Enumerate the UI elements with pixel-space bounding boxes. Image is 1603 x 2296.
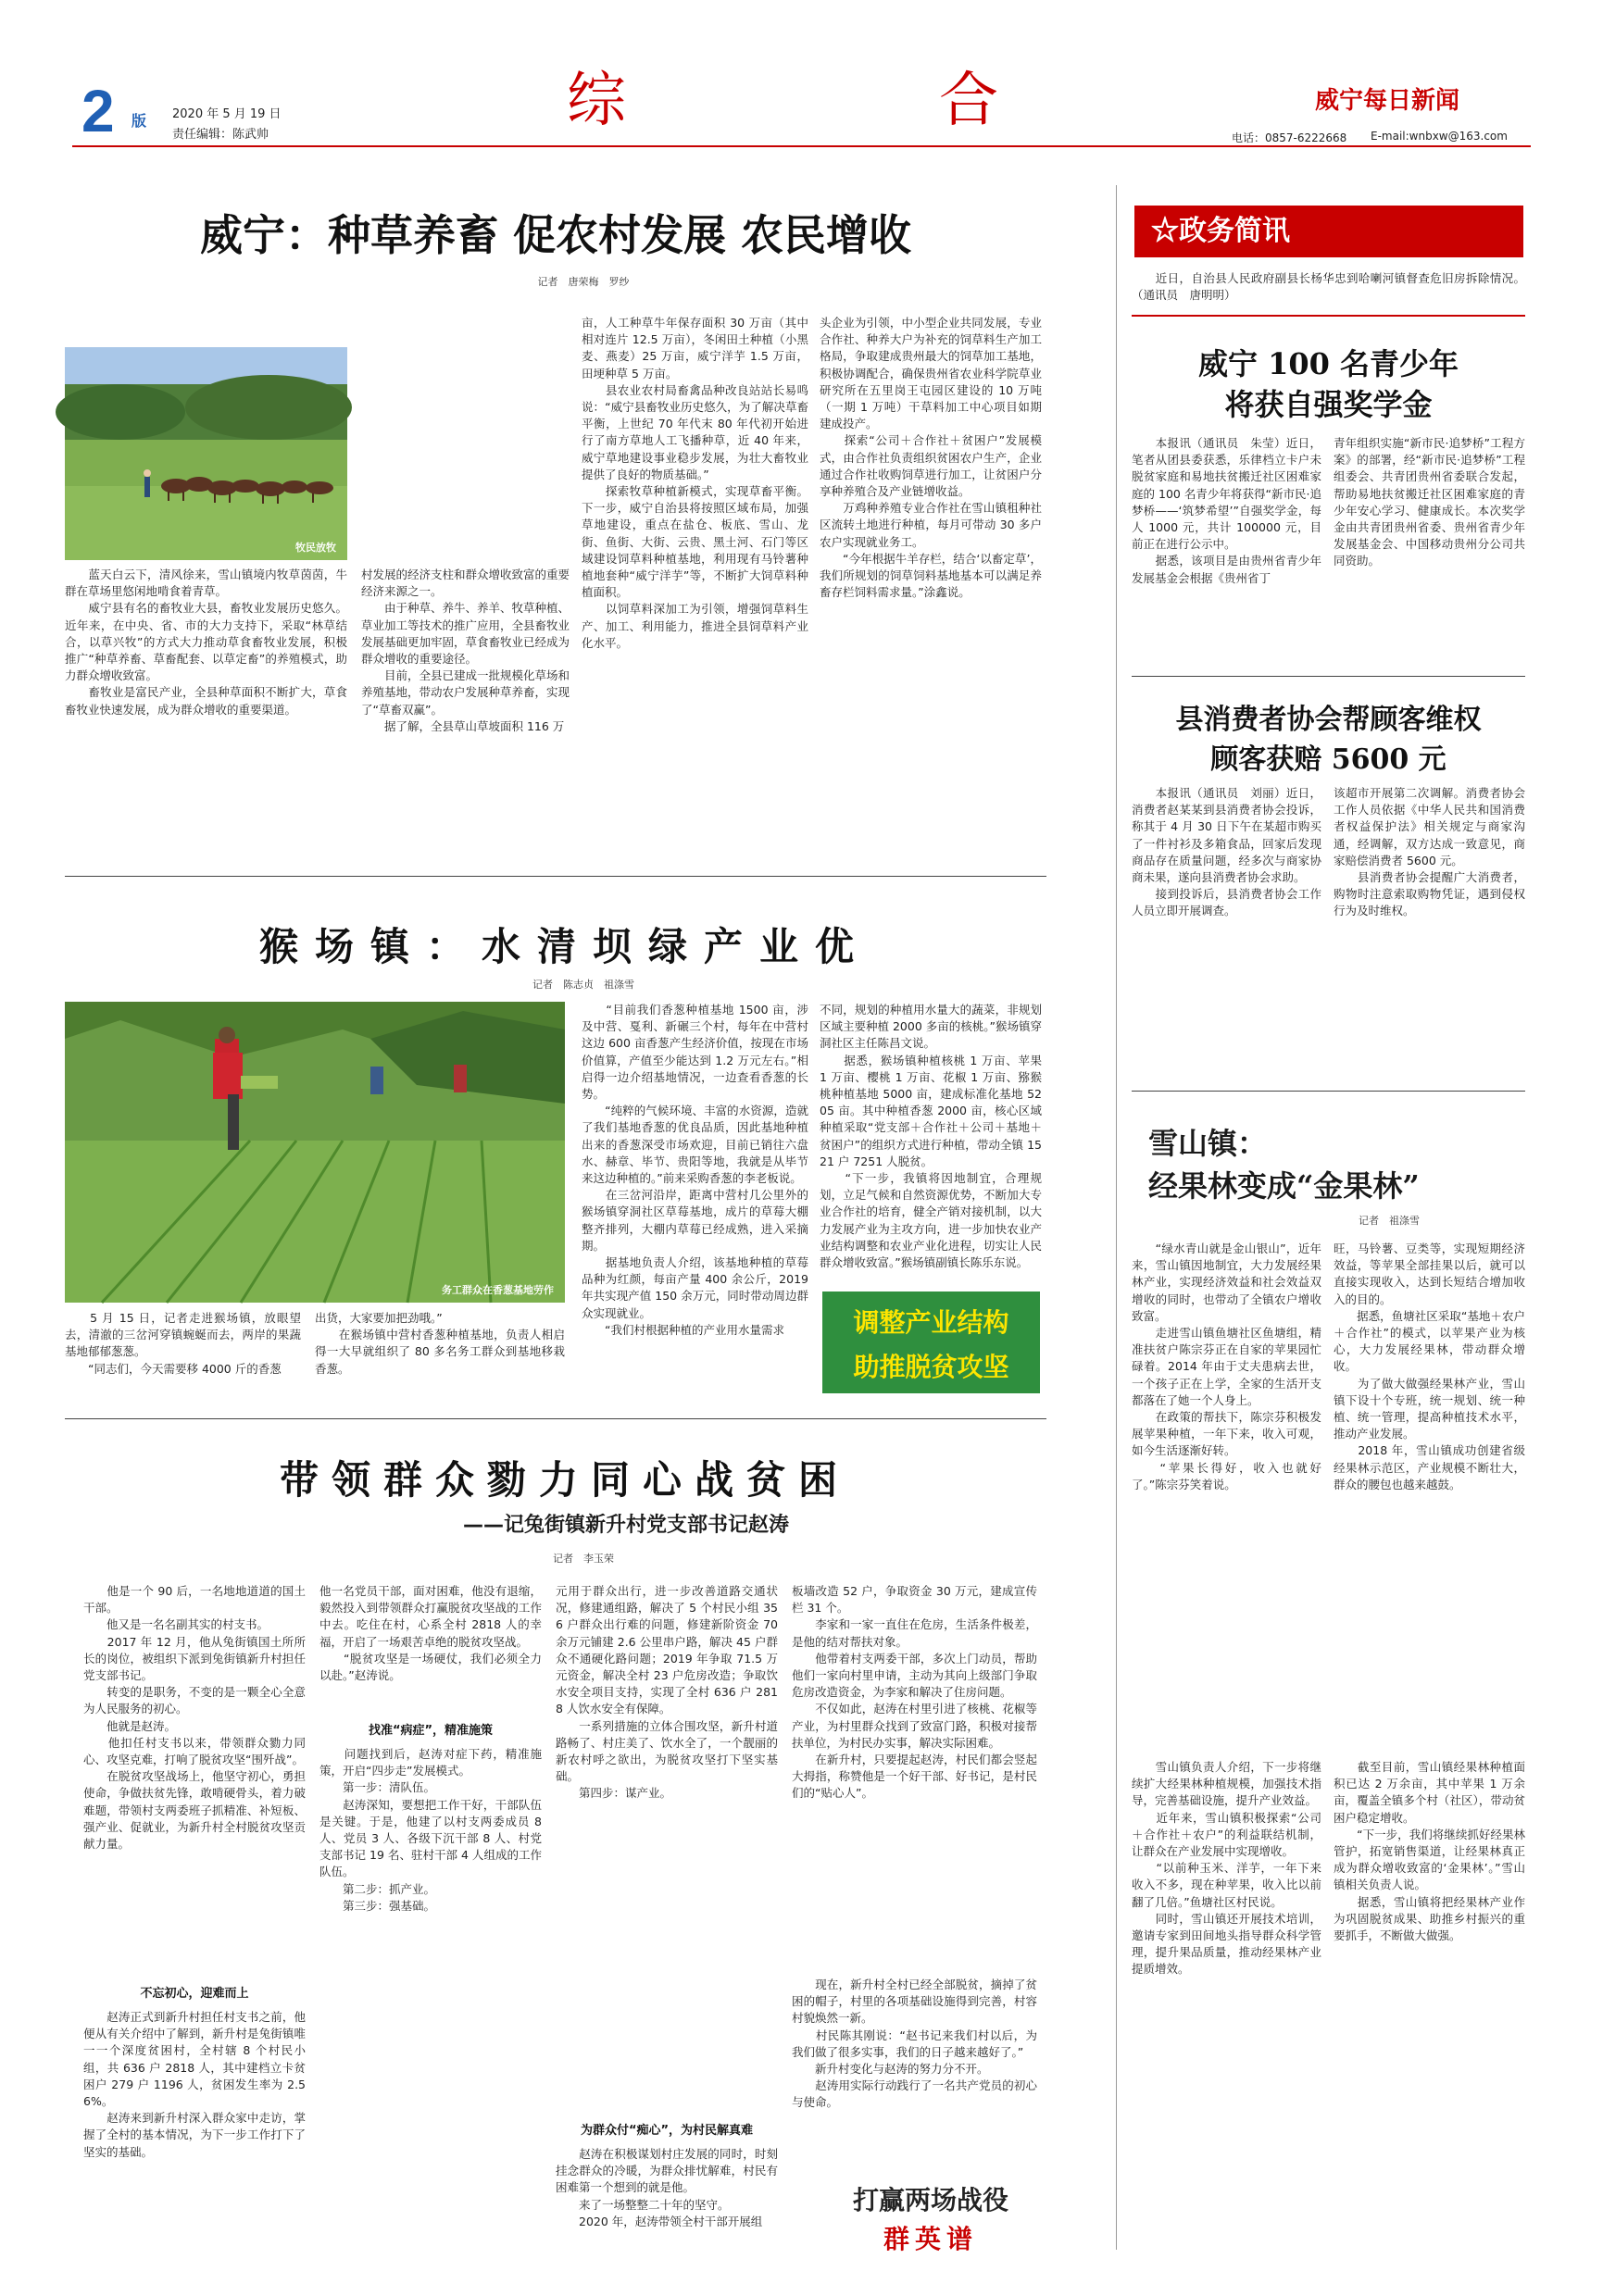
story1-divider: [65, 876, 1046, 877]
sidebar-separator: [1116, 185, 1117, 2250]
story2-headline: 猴场镇：水清坝绿产业优: [258, 924, 870, 969]
cattle-illustration: [65, 347, 347, 560]
right3-headline-1: 雪山镇：: [1148, 1126, 1268, 1161]
slogan-box: [822, 1292, 1040, 1393]
story3-subhead-2: 找准“病症”，精准施策: [368, 1724, 494, 1738]
story1-photo-caption: 牧民放牧: [295, 542, 336, 554]
story2-column-1: 5 月 15 日，记者走进猴场镇，放眼望去，清澈的三岔河穿镇蜿蜒而去，两岸的果蔬基地郁郁葱葱。 “同志们，今天需要移 4000 斤的香葱: [65, 1311, 301, 1376]
story3-column-4: 板墙改造 52 户，争取资金 30 万元，建成宣传栏 31 个。 李家和一家一直住在危房，生活条件极差，是他的结对帮扶对象。 他带着村支两委干部，多次上门动员，帮助他们一家向村里申请，主动为其向上级部门争取危房改造资金，为李家和解决了住房问题。 不仅如此，赵涛在村里引进了核桃、花椒等产业，为村里群众找到了致富门路，积极对接帮扶单位，为村民办实事，解决实际困难。 在新升村，只要提起赵涛，村民们都会竖起大拇指，称赞他是一个好干部、好书记，是村民们的“贴心人”。: [792, 1584, 1037, 1801]
right3-headline-2: 经果林变成“金果林”: [1148, 1168, 1420, 1204]
issue-date: 2020 年 5 月 19 日: [172, 107, 282, 121]
right3-column-2b: 截至目前，雪山镇经果林种植面积已达 2 万余亩，其中苹果 1 万余亩，覆盖全镇多个村（社区），带动贫困户稳定增收。 “下一步，我们将继续抓好经果林管护，拓宽销售渠道，让经果林真正成为群众增收致富的‘金果林’。”雪山镇相关负责人说。 据悉，雪山镇将把经果林产业作为巩固脱贫成果、助推乡村振兴的重要抓手，不断做大做强。: [1334, 1760, 1525, 1943]
right3-column-1: “绿水青山就是金山银山”，近年来，雪山镇因地制宜，大力发展经果林产业，实现经济效益和社会效益双增收的同时，也带动了全镇农户增收致富。 走进雪山镇鱼塘社区鱼塘组，精准扶贫户陈宗芬正在自家的苹果园忙碌着。2014 年由于丈夫患病去世，一个孩子正在上学，全家的生活开支都落在了她一个人身上。 在政策的帮扶下，陈宗芬积极发展苹果种植，一年下来，收入可观，如今生活逐渐好转。 “苹果长得好，收入也就好了。”陈宗芬笑着说。: [1132, 1242, 1321, 1491]
slogan-line-1: 调整产业结构: [853, 1307, 1009, 1338]
story2-byline: 记者 陈志贞 祖涤雪: [532, 979, 634, 991]
cattle-photo: [65, 347, 347, 560]
heroes-badge-bottom: 群英谱: [883, 2224, 978, 2254]
contact-phone: 电话：0857-6222668: [1232, 131, 1347, 144]
right3-column-2: 旺，马铃薯、豆类等，实现短期经济效益，等苹果全部挂果以后，就可以直接实现收入，达到长短结合增加收入的目的。 据悉，鱼塘社区采取“基地＋农户＋合作社”的模式，以苹果产业为核心，大力发展经果林，带动群众增收。 为了做大做强经果林产业，雪山镇下设十个专班，统一规划、统一种植、统一管理，提高种植技术水平，推动产业发展。 2018 年，雪山镇成功创建省级经果林示范区，产业规模不断壮大，群众的腰包也越来越鼓。: [1334, 1242, 1525, 1491]
story3-column-3b: 赵涛在积极谋划村庄发展的同时，时刻挂念群众的冷暖，为群众排忧解难，村民有困难第一个想到的就是他。 来了一场整整二十年的坚守。 2020 年，赵涛带领全村干部开展组: [556, 2147, 778, 2228]
section-title-left: 综: [567, 67, 626, 135]
story3-subheadline: ——记兔街镇新升村党支部书记赵涛: [463, 1514, 790, 1537]
story3-column-4b: 现在，新升村全村已经全部脱贫，摘掉了贫困的帽子，村里的各项基础设施得到完善，村容村貌焕然一新。 村民陈其刚说：“赵书记来我们村以后，为我们做了很多实事，我们的日子越来越好了。” 新升村变化与赵涛的努力分不开。 赵涛用实际行动践行了一名共产党员的初心与使命。: [792, 1978, 1037, 2110]
heroes-badge: [833, 2180, 1028, 2254]
news-brief-title: ☆政务简讯: [1151, 215, 1290, 247]
story3-column-2b: 问题找到后，赵涛对症下药，精准施策，开启“四步走”发展模式。 第一步：清队伍。 赵涛深知，要想把工作干好，干部队伍是关键。于是，他建了以村支两委成员 8 人、党员 3 人、各级下沉干部 8 人、村党支部书记 19 名、驻村干部 4 人组成的工作队伍。 第二步：抓产业。 第三步：强基础。: [319, 1747, 542, 1913]
right1-column-2: 青年组织实施“新市民·追梦桥”工程方案》的部署，经“新市民·追梦桥”工程组委会、共青团贵州省委联合发起，帮助易地扶贫搬迁社区困难家庭的青少年安心学习、健康成长。本次奖学金由共青团贵州省委、贵州省青少年发展基金会、中国移动贵州分公司共同资助。: [1334, 436, 1525, 568]
story2-column-2: 出货，大家要加把劲哦。” 在猴场镇中营村香葱种植基地，负责人相启得一大早就组织了 80 多名务工群众到基地移栽香葱。: [315, 1311, 565, 1376]
right1-column-1: 本报讯（通讯员 朱莹）近日，笔者从团县委获悉，乐律档立卡户未脱贫家庭和易地扶贫搬迁社区困难家庭的 100 名青少年将获得“新市民·追梦桥——‘筑梦希望’”自强奖学金，每人 1000 元，共计 100000 元，目前正在进行公示中。 据悉，该项目是由贵州省青少年发展基金会根据《贵州省丁: [1132, 436, 1321, 585]
farm-photo: [65, 1002, 565, 1303]
right1-divider: [1132, 676, 1525, 677]
news-brief-text: 近日，自治县人民政府副县长杨华忠到哈喇河镇督查危旧房拆除情况。（通讯员 唐明明）: [1132, 271, 1525, 303]
masthead-rule: [72, 145, 1531, 147]
story2-photo-caption: 务工群众在香葱基地劳作: [442, 1284, 554, 1296]
page-unit: 版: [131, 112, 147, 130]
story2-column-3: “目前我们香葱种植基地 1500 亩，涉及中营、戛利、新碾三个村，每年在中营村这边 600 亩香葱产生经济价值，按现在市场价值算，产值至少能达到 1.2 万元左右。”相启得一边介绍基地情况，一边查看香葱的长势。 “纯粹的气候环境、丰富的水资源，造就了我们基地香葱的优良品质，因此基地种植出来的香葱深受市场欢迎，目前已销往六盘水、赫章、毕节、贵阳等地，我就是从毕节来这边种植的。”前来采购香葱的李老板说。 在三岔河沿岸，距离中营村几公里外的猴场镇穿洞社区草莓基地，成片的草莓大棚整齐排列，大棚内草莓已经成熟，进入采摘期。 据基地负责人介绍，该基地种植的草莓品种为红颜，每亩产量 400 余公斤，2019 年共实现产值 150 余万元，同时带动周边群众实现就业。 “我们村根据种植的产业用水量需求: [582, 1003, 808, 1337]
story3-subhead-1: 不忘初心，迎难而上: [140, 1987, 249, 2001]
heroes-badge-top: 打赢两场战役: [852, 2185, 1008, 2215]
story3-subhead-3: 为群众付“痴心”，为村民解真难: [580, 2124, 754, 2138]
right3-column-1b: 雪山镇负责人介绍，下一步将继续扩大经果林种植规模，加强技术指导，完善基础设施，提升产业效益。 近年来，雪山镇积极探索“公司＋合作社＋农户”的利益联结机制，让群众在产业发展中实现增收。 “以前种玉米、洋芋，一年下来收入不多，现在种苹果，收入比以前翻了几倍。”鱼塘社区村民说。 同时，雪山镇还开展技术培训，邀请专家到田间地头指导群众科学管理，提升果品质量，推动经果林产业提质增效。: [1132, 1760, 1321, 1977]
right2-headline-2: 顾客获赔 5600 元: [1210, 743, 1446, 776]
masthead: [0, 0, 1603, 148]
contact-email: E-mail:wnbxw@163.com: [1371, 130, 1508, 143]
paper-name: 威宁每日新闻: [1315, 87, 1460, 115]
page-number: 2: [81, 78, 115, 144]
right2-divider: [1132, 1091, 1525, 1092]
slogan-line-2: 助推脱贫攻坚: [853, 1352, 1009, 1382]
story3-column-3: 元用于群众出行，进一步改善道路交通状况，修建通组路，解决了 5 个村民小组 356 户群众出行难的问题，修建新阶资金 70 余万元铺建 2.6 公里串户路，解决 45 户群众不通硬化路问题；2019 年争取 71.5 万元资金，解决全村 23 户危房改造；争取饮水安全项目支持，实现了全村 636 户 2818 人饮水安全有保障。 一系列措施的立体合围攻坚，新升村道路畅了、村庄美了、饮水全了，一个靓丽的新农村呼之欲出，为脱贫攻坚打下坚实基础。 第四步：谋产业。: [556, 1584, 778, 1801]
farm-illustration: [65, 1002, 565, 1303]
right1-headline-1: 威宁 100 名青少年: [1197, 346, 1459, 381]
news-brief-header: [1134, 206, 1523, 257]
right3-byline: 记者 祖涤雪: [1359, 1215, 1420, 1227]
brief-rule: [1132, 315, 1525, 317]
story1-column-3: 亩，人工种草牛年保存面积 30 万亩（其中相对连片 12.5 万亩），冬闲田土种植（小黑麦、燕麦）25 万亩，威宁洋芋 1.5 万亩，田埂种草 5 万亩。 县农业农村局畜禽品种改良站站长易鸣说：“威宁县畜牧业历史悠久，为了解决草畜平衡，上世纪 70 年代末 80 年代初开始进行了南方草地人工飞播种草，近 40 年来，威宁草地建设事业稳步发展，为壮大畜牧业提供了良好的物质基础。” 探索牧草种植新模式，实现草畜平衡。下一步，威宁自治县将按照区域布局，加强草地建设，重点在盐仓、板底、雪山、龙街、鱼街、大街、云贵、黑土河、石门等区域建设饲草料种植基地，利用现有马铃薯种植地套种“威宁洋芋”等，不断扩大饲草料种植面积。 以饲草料深加工为引领，增强饲草料生产、加工、利用能力，推进全县饲草料产业化水平。: [582, 316, 808, 650]
story1-column-4: 头企业为引领，中小型企业共同发展，专业合作社、种养大户为补充的饲草料生产加工格局，争取建成贵州最大的饲草加工基地，积极协调配合，确保贵州省农业科学院草业研究所在五里岗王屯园区建设的 10 万吨（一期 1 万吨）干草料加工中心项目如期建成投产。 探索“公司＋合作社＋贫困户”发展模式，由合作社负责组织贫困农户生产，企业通过合作社收购饲草进行加工，让贫困户分享种养殖合及产业链增收益。 万鸡种养殖专业合作社在雪山镇租种社区流转土地进行种植，每月可带动 30 多户农户实现就业务工。 “今年根据牛羊存栏，结合‘以畜定草’，我们所规划的饲草饲料基地基本可以满足养畜存栏饲料需求量。”涂鑫说。: [820, 316, 1042, 600]
story3-headline: 带领群众勠力同心战贫困: [279, 1457, 850, 1503]
right2-column-1: 本报讯（通讯员 刘丽）近日，消费者赵某某到县消费者协会投诉，称其于 4 月 30 日下午在某超市购买了一件衬衫及多箱食品，回家后发现商品存在质量问题，经多次与商家协商未果，遂向县消费者协会求助。 接到投诉后，县消费者协会工作人员立即开展调查。: [1132, 786, 1321, 918]
story1-column-1: 蓝天白云下，清风徐来，雪山镇境内牧草茵茵，牛群在草场里悠闲地啃食着青草。 威宁县有名的畜牧业大县，畜牧业发展历史悠久。近年来，在中央、省、市的大力支持下，采取“林草结合，以草兴牧”的方式大力推动草食畜牧业发展，积极推广“种草养畜、草畜配套、以草定畜”的养殖模式，助力群众增收致富。 畜牧业是富民产业，全县种草面积不断扩大，草食畜牧业快速发展，成为群众增收的重要渠道。: [65, 568, 347, 717]
story1-headline: 威宁：种草养畜 促农村发展 农民增收: [199, 210, 912, 260]
story3-byline: 记者 李玉荣: [553, 1553, 614, 1565]
story3-column-1b: 赵涛正式到新升村担任村支书之前，他便从有关介绍中了解到，新升村是兔街镇唯一一个深度贫困村，全村辖 8 个村民小组，共 636 户 2818 人，其中建档立卡贫困户 279 户 1196 人，贫困发生率为 2.56%。 赵涛来到新升村深入群众家中走访，掌握了全村的基本情况，为下一步工作打下了坚实的基础。: [83, 2010, 306, 2159]
right1-headline-2: 将获自强奖学金: [1224, 387, 1433, 422]
story3-column-1: 他是一个 90 后，一名地地道道的国土干部。 他又是一名名副其实的村支书。 2017 年 12 月，他从兔街镇国土所所长的岗位，被组织下派到兔街镇新升村担任党支部书记。 转变的是职务，不变的是一颗全心全意为人民服务的初心。 他就是赵涛。 他扣任村支书以来，带领群众勠力同心、攻坚克难，打响了脱贫攻坚“围歼战”。 在脱贫攻坚战场上，他坚守初心，勇担使命，争做扶贫先锋，敢啃硬骨头，着力破难题，带领村支两委班子抓精准、补短板、强产业、促就业，为新升村全村脱贫攻坚贡献力量。: [83, 1584, 306, 1852]
editor-credit: 责任编辑：陈武帅: [172, 128, 269, 142]
story3-column-2: 他一名党员干部，面对困难，他没有退缩，毅然投入到带领群众打赢脱贫攻坚战的工作中去。吃住在村，心系全村 2818 人的幸福，开启了一场艰苦卓绝的脱贫攻坚战。 “脱贫攻坚是一场硬仗，我们必须全力以赴。”赵涛说。: [319, 1584, 542, 1683]
right2-headline-1: 县消费者协会帮顾客维权: [1175, 704, 1482, 736]
right2-column-2: 该超市开展第二次调解。消费者协会工作人员依据《中华人民共和国消费者权益保护法》相关规定与商家沟通，经调解，双方达成一致意见，商家赔偿消费者 5600 元。 县消费者协会提醒广大消费者，购物时注意索取购物凭证，遇到侵权行为及时维权。: [1334, 786, 1525, 918]
story1-byline: 记者 唐荣梅 罗纱: [537, 276, 630, 288]
story2-column-4: 不同，规划的种植用水量大的蔬菜，非规划区域主要种植 2000 多亩的核桃。”猴场镇穿洞社区主任陈昌文说。 据悉，猴场镇种植核桃 1 万亩、苹果 1 万亩、樱桃 1 万亩、花椒 1 万亩、猕猴桃种植基地 5000 亩，建成标准化基地 5205 亩。其中种植香葱 2000 亩，核心区域种植采取“党支部＋合作社＋公司＋基地＋贫困户”的组织方式进行种植，带动全镇 1521 户 7251 人脱贫。 “下一步，我镇将因地制宜，合理规划，立足气候和自然资源优势，不断加大专业合作社的培育，健全产销对接机制，以大力发展产业为主攻方向，进一步加快农业产业结构调整和农业产业化进程，切实让人民群众增收致富。”猴场镇副镇长陈乐东说。: [820, 1003, 1042, 1270]
story2-divider: [65, 1418, 1046, 1419]
section-title-right: 合: [939, 67, 998, 135]
story1-column-2: 村发展的经济支柱和群众增收致富的重要经济来源之一。 由于种草、养牛、养羊、牧草种植、草业加工等技术的推广应用，全县畜牧业发展基础更加牢固，草食畜牧业已经成为群众增收的重要途径。 目前，全县已建成一批规模化草场和养殖基地，带动农户发展种草养畜，实现了“草畜双赢”。 据了解，全县草山草坡面积 116 万: [361, 568, 570, 733]
